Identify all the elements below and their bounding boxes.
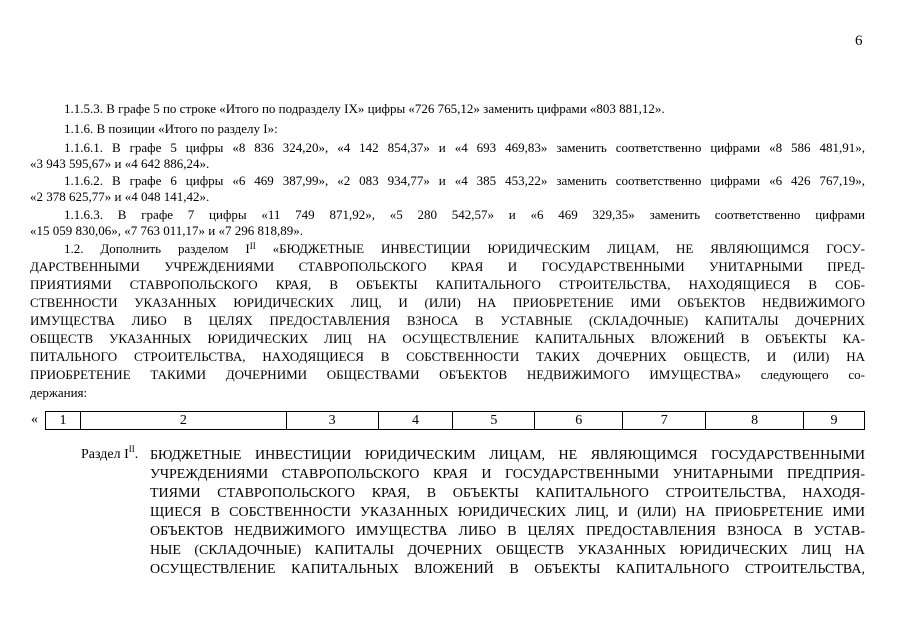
addition-line: ОБЩЕСТВ УКАЗАННЫХ ЮРИДИЧЕСКИХ ЛИЦ НА ОСУЩЕСТВЛЕНИЕ КАПИТАЛЬНЫХ ВЛОЖЕНИЙ В ОБЪЕКТЫ КА-	[30, 331, 865, 346]
column-number-cell: 6	[535, 412, 623, 430]
paragraph-1-1-6-1: 1.1.6.1. В графе 5 цифры «8 836 324,20», «4 142 854,37» и «4 693 469,83» заменить соответственно цифрами «8 586 481,91»,	[64, 140, 865, 155]
section-title	[150, 446, 865, 579]
paragraph-1-1-6: 1.1.6. В позиции «Итого по разделу I»:	[64, 121, 278, 136]
addition-line: ИМУЩЕСТВА ЛИБО В ЦЕЛЯХ ПРЕДОСТАВЛЕНИЯ ВЗНОСА В УСТАВНЫЕ (СКЛАДОЧНЫЕ) КАПИТАЛЫ ДОЧЕРНИХ	[30, 313, 865, 328]
table-open-quote: «	[31, 412, 38, 427]
addition-line: ПИТАЛЬНОГО СТРОИТЕЛЬСТВА, НАХОДЯЩИЕСЯ В СОБСТВЕННОСТИ ТАКИХ ДОЧЕРНИХ ОБЩЕСТВ, И (ИЛИ) НА	[30, 349, 865, 364]
paragraph-1-1-6-1-cont: «3 943 595,67» и «4 642 886,24».	[30, 156, 210, 171]
section-title-line: ТИЯМИ СТАВРОПОЛЬСКОГО КРАЯ, В ОБЪЕКТЫ КАПИТАЛЬНОГО СТРОИТЕЛЬСТВА, НАХОДЯ-	[150, 486, 865, 501]
addition-line: ПРИОБРЕТЕНИЕ ТАКИМИ ДОЧЕРНИМИ ОБЩЕСТВАМИ ОБЪЕКТОВ НЕДВИЖИМОГО ИМУЩЕСТВА» следующего со-	[30, 367, 865, 382]
section-title-line: БЮДЖЕТНЫЕ ИНВЕСТИЦИИ ЮРИДИЧЕСКИМ ЛИЦАМ, НЕ ЯВЛЯЮЩИМСЯ ГОСУДАРСТВЕННЫМИ	[150, 448, 865, 463]
addition-line: ПРИЯТИЯМИ СТАВРОПОЛЬСКОГО КРАЯ, В ОБЪЕКТЫ КАПИТАЛЬНОГО СТРОИТЕЛЬСТВА, НАХОДЯЩИЕСЯ В СОБ-	[30, 277, 865, 292]
addition-line: ДАРСТВЕННЫМИ УЧРЕЖДЕНИЯМИ СТАВРОПОЛЬСКОГО КРАЯ И ГОСУДАРСТВЕННЫМИ УНИТАРНЫМИ ПРЕД-	[30, 259, 865, 274]
section-title-line: ОБЪЕКТОВ НЕДВИЖИМОГО ИМУЩЕСТВА ЛИБО В ЦЕЛЯХ ПРЕДОСТАВЛЕНИЯ ВЗНОСА В УСТАВ-	[150, 524, 865, 539]
addition-lead-line: 1.2. Дополнить разделом $I^{II}$ «БЮДЖЕТНЫЕ ИНВЕСТИЦИИ ЮРИДИЧЕСКИМ ЛИЦАМ, НЕ ЯВЛЯЮЩИМСЯ ГОСУ-	[64, 241, 865, 256]
paragraph-1-1-6-3: 1.1.6.3. В графе 7 цифры «11 749 871,92», «5 280 542,57» и «6 469 329,35» заменить соответственно цифрами	[64, 207, 865, 222]
paragraph-1-1-6-2: 1.1.6.2. В графе 6 цифры «6 469 387,99», «2 083 934,77» и «4 385 453,22» заменить соответственно цифрами «6 426 767,19»,	[64, 173, 865, 188]
addition-line: СТВЕННОСТИ УКАЗАННЫХ ЮРИДИЧЕСКИХ ЛИЦ, И (ИЛИ) НА ПРИОБРЕТЕНИЕ ИМИ ОБЪЕКТОВ НЕДВИЖИМОГО	[30, 295, 865, 310]
column-number-cell: 9	[804, 412, 865, 430]
column-numbers-table	[45, 411, 865, 430]
addition-paragraph	[30, 240, 865, 402]
addition-line: держания:	[30, 385, 88, 400]
paragraph-1-1-6-2-cont: «2 378 625,77» и «4 048 141,42».	[30, 189, 210, 204]
column-number-cell: 1	[46, 412, 81, 430]
section-label: Раздел $I^{II}$.	[81, 444, 139, 462]
section-title-line: ЩИЕСЯ В СОБСТВЕННОСТИ УКАЗАННЫХ ЮРИДИЧЕСКИХ ЛИЦ, И (ИЛИ) НА ПРИОБРЕТЕНИЕ ИМИ	[150, 505, 865, 520]
column-number-cell: 7	[623, 412, 706, 430]
table-row	[46, 412, 865, 430]
paragraph-1-1-5-3: 1.1.5.3. В графе 5 по строке «Итого по подразделу IX» цифры «726 765,12» заменить цифрами «803 881,12».	[64, 101, 665, 116]
paragraph-1-1-6-3-cont: «15 059 830,06», «7 763 011,17» и «7 296 818,89».	[30, 223, 303, 238]
column-number-cell: 3	[286, 412, 378, 430]
column-number-cell: 4	[378, 412, 453, 430]
column-number-cell: 5	[453, 412, 535, 430]
section-title-line: НЫЕ (СКЛАДОЧНЫЕ) КАПИТАЛЫ ДОЧЕРНИХ ОБЩЕСТВ УКАЗАННЫХ ЮРИДИЧЕСКИХ ЛИЦ НА	[150, 543, 865, 558]
page-number: 6	[855, 33, 863, 49]
section-title-line: УЧРЕЖДЕНИЯМИ СТАВРОПОЛЬСКОГО КРАЯ И ГОСУДАРСТВЕННЫМИ УНИТАРНЫМИ ПРЕДПРИЯ-	[150, 467, 865, 482]
column-number-cell: 2	[80, 412, 286, 430]
column-number-cell: 8	[706, 412, 804, 430]
section-title-line: ОСУЩЕСТВЛЕНИЕ КАПИТАЛЬНЫХ ВЛОЖЕНИЙ В ОБЪЕКТЫ КАПИТАЛЬНОГО СТРОИТЕЛЬСТВА,	[150, 562, 865, 577]
